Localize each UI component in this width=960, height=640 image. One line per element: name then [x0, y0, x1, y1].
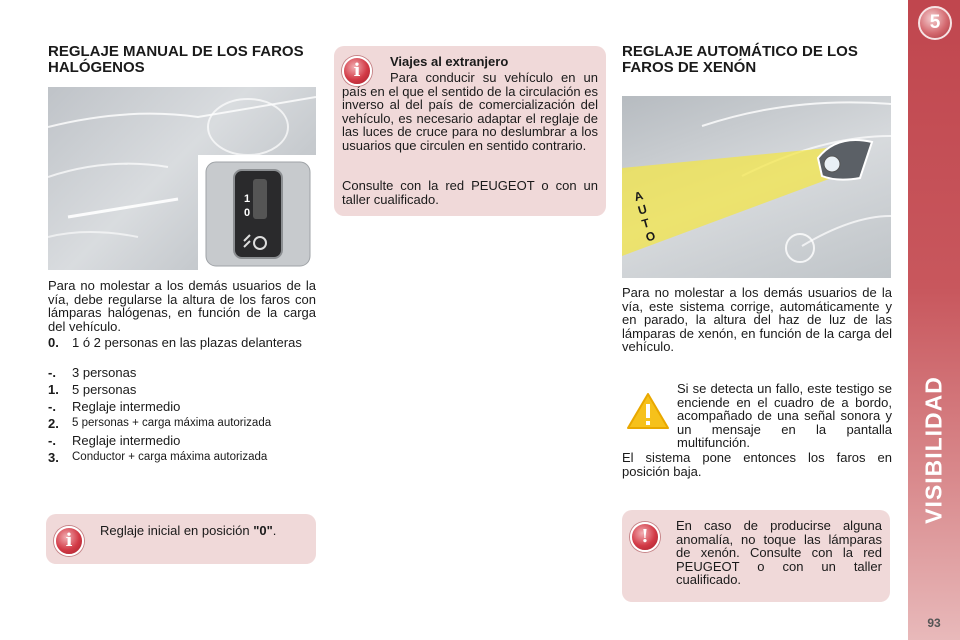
list-item-text: 5 personas + carga máxima autorizada [72, 417, 272, 429]
list-item-key: 1. [48, 382, 59, 397]
auto-heading: REGLAJE AUTOMÁTICO DE LOS FAROS DE XENÓN [622, 43, 858, 76]
exclamation-icon: ! [630, 522, 660, 552]
info-icon: i [342, 56, 372, 86]
list-item-key: -. [48, 365, 56, 380]
list-item-text: Reglaje intermedio [72, 399, 181, 414]
dashboard-drawing [48, 87, 316, 270]
travel-abroad-box [334, 46, 606, 216]
list-item-text: Conductor + carga máxima autorizada [72, 451, 268, 463]
list-item-text: Reglaje intermedio [72, 433, 181, 448]
auto-intro: Para no molestar a los demás usuarios de la vía, este sistema corrige, automáticamente y en parado, la altura del haz de luz de las lámparas de xenón, en función de la carga del vehículo. [622, 285, 892, 354]
list-item-key: -. [48, 433, 56, 448]
manual-position-list [48, 336, 318, 466]
travel-paragraph-1: Para conducir su vehículo en un país en el que el sentido de la circulación es inverso al del país de comercialización del vehículo, es necesario adaptar el reglaje de las luces de cruce para no deslumbrar a los usuarios que circulen en sentido contrario. [342, 70, 598, 153]
knob-label-0: 0 [244, 207, 251, 219]
note-prefix: Reglaje inicial en posición [100, 523, 254, 538]
manual-intro: Para no molestar a los demás usuarios de la vía, debe regularse la altura de los faros con lámparas halógenas, en función de la carga del vehículo. [48, 278, 316, 334]
knob-label-1: 1 [244, 193, 251, 205]
list-item-text: 3 personas [72, 365, 137, 380]
chapter-title-container [912, 300, 956, 600]
dashboard-illustration [48, 87, 316, 270]
auto-low-position-text: El sistema pone entonces los faros en posición baja. [622, 450, 892, 479]
initial-setting-note [46, 514, 316, 564]
travel-title: Viajes al extranjero [390, 54, 509, 69]
warning-triangle-icon [626, 392, 670, 430]
note-suffix: . [272, 523, 277, 538]
chapter-number: 5 [929, 12, 941, 33]
chapter-title: VISIBILIDAD [920, 376, 947, 524]
page-number: 93 [927, 616, 941, 630]
xenon-warning-box [622, 510, 890, 602]
xenon-warning-text: En caso de producirse alguna anomalía, no toque las lámparas de xenón. Consulte con la red PEUGEOT o con un taller cualificado. [676, 518, 882, 587]
list-item-key: 3. [48, 450, 59, 465]
chapter-number-badge [918, 6, 952, 40]
headlamp-drawing [622, 96, 891, 278]
manual-heading: REGLAJE MANUAL DE LOS FAROS HALÓGENOS [48, 43, 304, 76]
auto-fault-text: Si se detecta un fallo, este testigo se enciende en el cuadro de a bordo, acompañado de una señal sonora y un mensaje en la pantalla multifunción. [677, 381, 892, 450]
list-item-text: 1 ó 2 personas en las plazas delanteras [72, 335, 302, 350]
info-icon: i [54, 526, 84, 556]
list-item-text: 5 personas [72, 382, 137, 397]
list-item-key: 0. [48, 335, 59, 350]
travel-paragraph-2: Consulte con la red PEUGEOT o con un taller cualificado. [342, 178, 598, 207]
list-item-key: -. [48, 399, 56, 414]
headlamp-illustration [622, 96, 891, 278]
list-item-key: 2. [48, 416, 59, 431]
note-value: "0" [253, 523, 273, 538]
initial-setting-text [100, 524, 310, 538]
auto-beam-label: AUTO [632, 188, 657, 245]
